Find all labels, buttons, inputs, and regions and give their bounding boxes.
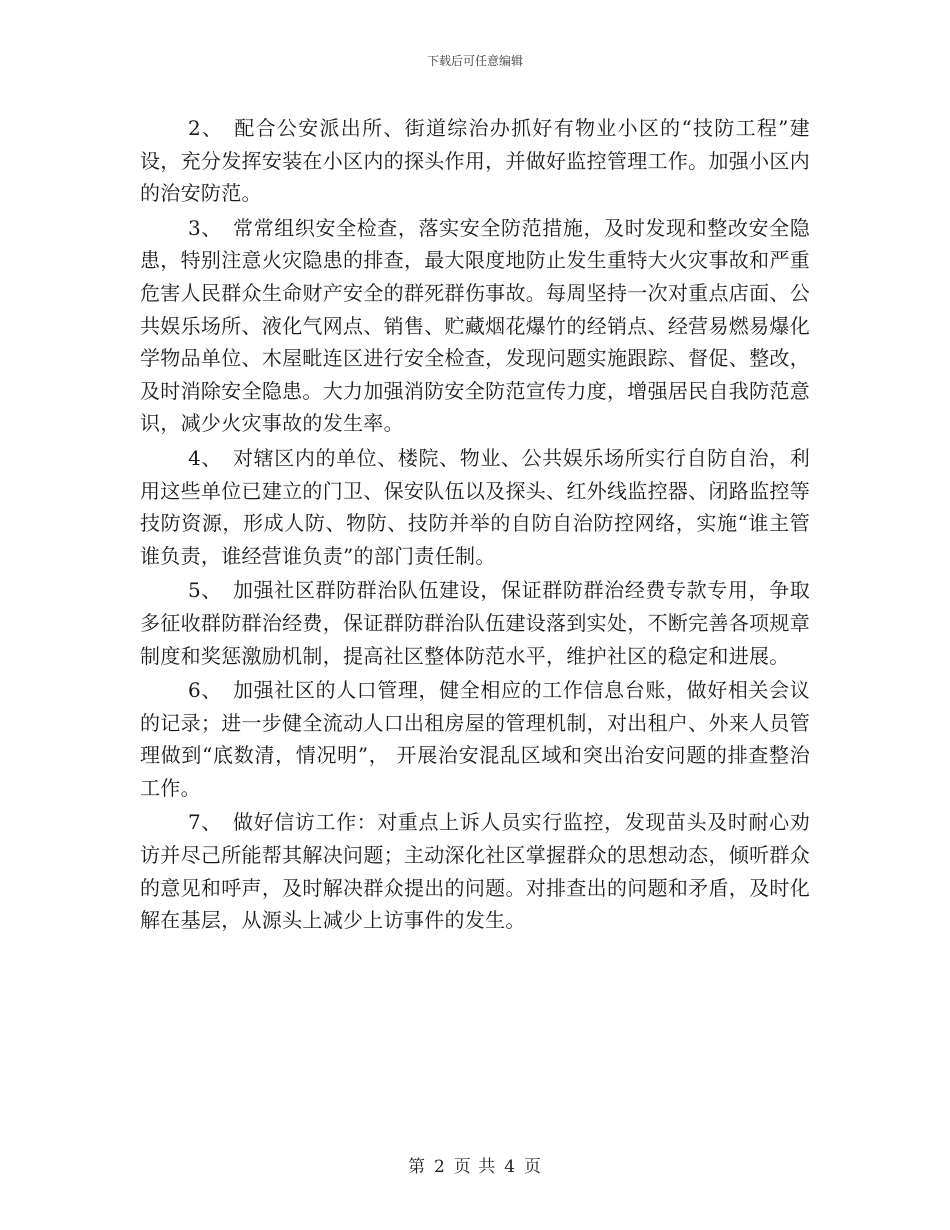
paragraph-item-4 (140, 442, 810, 572)
paragraph-text: 配合公安派出所、街道综治办抓好有物业小区的“技防工程”建设，充分发挥安装在小区内的探头作用，并做好监控管理工作。加强小区内的治安防范。 (140, 116, 810, 206)
paragraph-text: 对辖区内的单位、楼院、物业、公共娱乐场所实行自防自治，利用这些单位已建立的门卫、保安队伍以及探头、红外线监控器、闭路监控等技防资源，形成人防、物防、技防并举的自防自治防控网络，实施“谁主管谁负责，谁经营谁负责”的部门责任制。 (140, 445, 810, 568)
footer-prefix: 第 (407, 1157, 426, 1177)
paragraph-item-7 (140, 806, 810, 936)
paragraph-item-6 (140, 674, 810, 804)
footer-middle: 页 共 (453, 1157, 497, 1177)
total-page-number: 4 (504, 1157, 517, 1177)
page-footer (0, 1152, 950, 1177)
paragraph-text: 加强社区群防群治队伍建设，保证群防群治经费专款专用，争取多征收群防群治经费，保证群防群治队伍建设落到实处，不断完善各项规章制度和奖惩激励机制，提高社区整体防范水平，维护社区的稳定和进展。 (140, 578, 810, 668)
paragraph-number: 5、 (188, 578, 222, 603)
page-header: 下载后可任意编辑 (426, 54, 523, 68)
paragraph-text: 做好信访工作：对重点上诉人员实行监控，发现苗头及时耐心劝访并尽己所能帮其解决问题；主动深化社区掌握群众的思想动态，倾听群众的意见和呼声，及时解决群众提出的问题。对排查出的问题和矛盾，及时化解在基层，从源头上减少上访事件的发生。 (140, 810, 810, 933)
paragraph-number: 4、 (188, 445, 222, 470)
paragraph-item-3 (140, 212, 810, 440)
document-body (140, 112, 810, 939)
paragraph-number: 7、 (188, 810, 222, 835)
paragraph-item-5 (140, 574, 810, 672)
paragraph-number: 3、 (188, 215, 222, 240)
paragraph-number: 6、 (188, 678, 222, 703)
paragraph-text: 加强社区的人口管理，健全相应的工作信息台账，做好相关会议的记录；进一步健全流动人口出租房屋的管理机制，对出租户、外来人员管理做到“底数清，情况明”， 开展治安混乱区域和突出治安问题的排查整治工作。 (140, 678, 810, 800)
footer-suffix: 页 (524, 1157, 543, 1177)
paragraph-number: 2、 (188, 116, 224, 140)
paragraph-item-2 (140, 112, 810, 210)
paragraph-text: 常常组织安全检查，落实安全防范措施，及时发现和整改安全隐患，特别注意火灾隐患的排查，最大限度地防止发生重特大火灾事故和严重危害人民群众生命财产安全的群死群伤事故。每周坚持一次对重点店面、公共娱乐场所、液化气网点、销售、贮藏烟花爆竹的经销点、经营易燃易爆化学物品单位、木屋毗连区进行安全检查，发现问题实施跟踪、督促、整改，及时消除安全隐患。大力加强消防安全防范宣传力度，增强居民自我防范意识，减少火灾事故的发生率。 (140, 215, 810, 436)
current-page-number: 2 (433, 1157, 446, 1177)
